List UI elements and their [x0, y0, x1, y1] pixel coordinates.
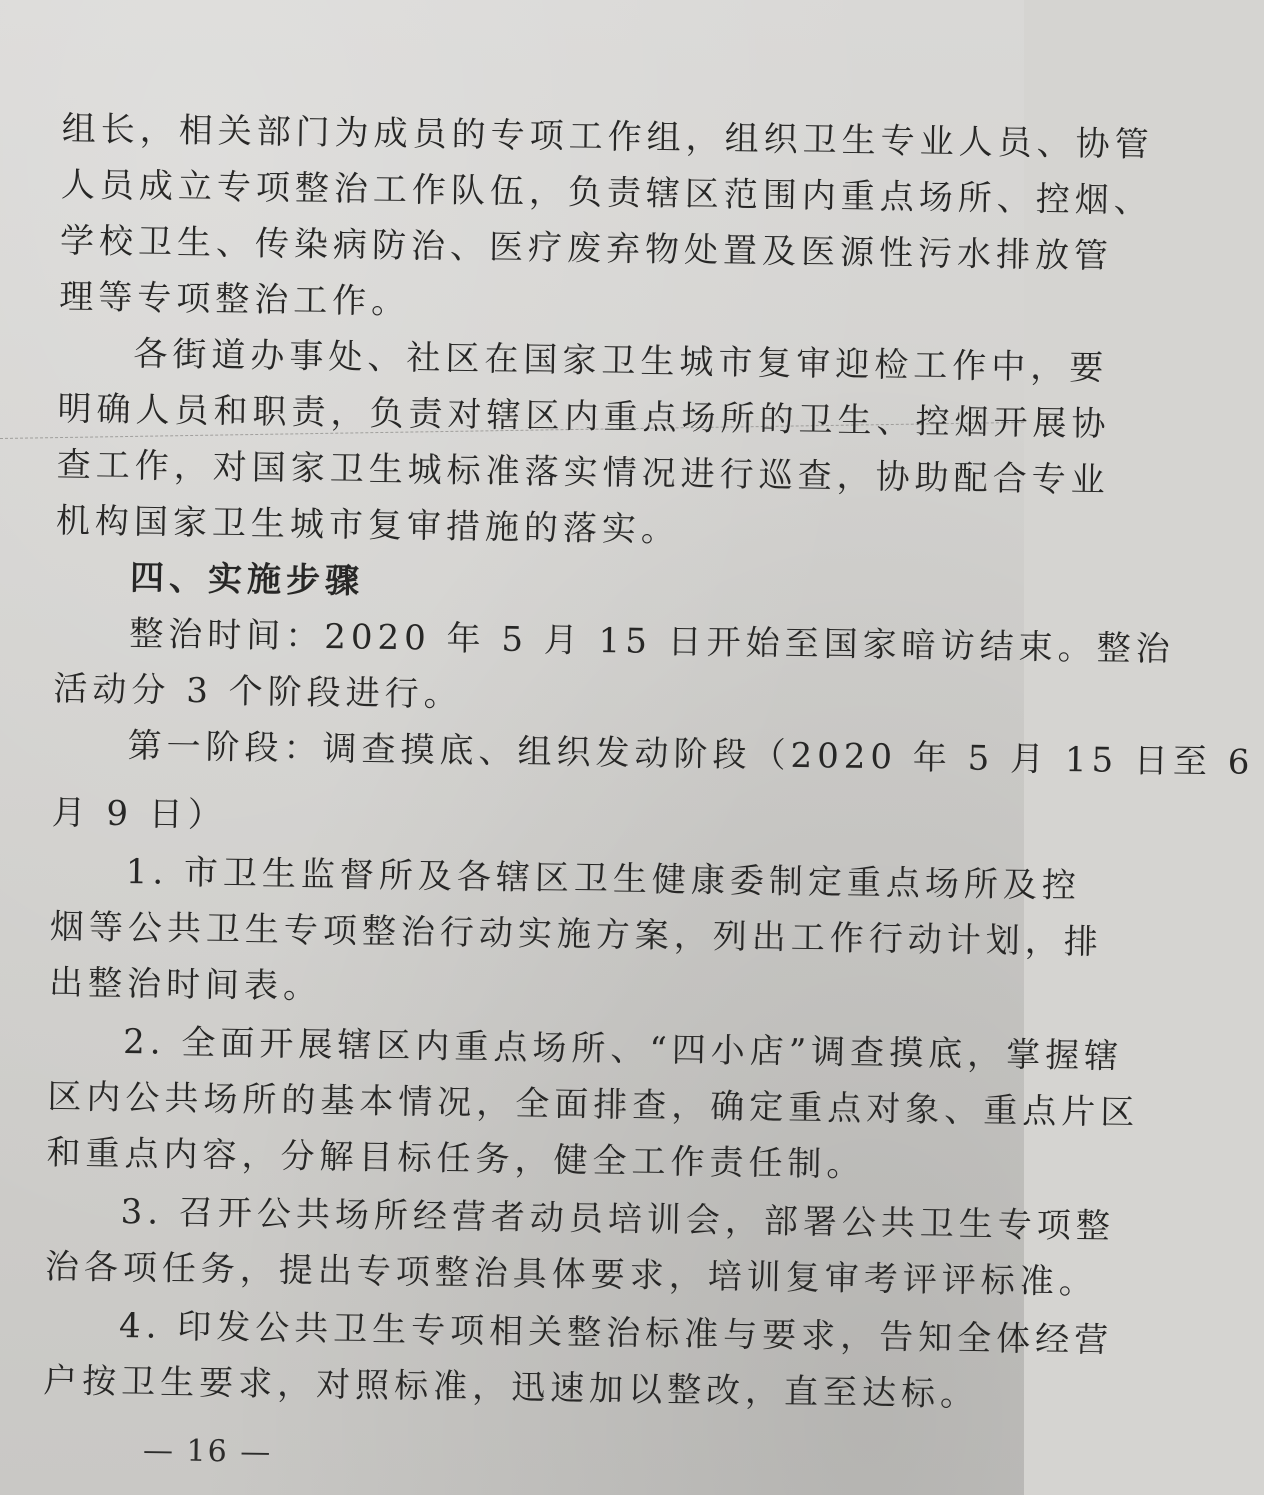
paragraph-line: 学校卫生、传染病防治、医疗废弃物处置及医源性污水排放管: [59, 220, 1114, 277]
paragraph-line: 烟等公共卫生专项整治行动实施方案，列出工作行动计划，排: [49, 906, 1104, 963]
paragraph-line: 明确人员和职责，负责对辖区内重点场所的卫生、控烟开展协: [57, 388, 1111, 445]
section-heading: 四、实施步骤: [129, 558, 365, 602]
paragraph-line: 第一阶段：调查摸底、组织发动阶段（2020 年 5 月 15 日至 6: [127, 726, 1255, 783]
paragraph-line: 3. 召开公共场所经营者动员培训会，部署公共卫生专项整: [120, 1191, 1116, 1247]
paragraph-line: 人员成立专项整治工作队伍，负责辖区范围内重点场所、控烟、: [60, 164, 1154, 222]
paragraph-line: 4. 印发公共卫生专项相关整治标准与要求，告知全体经营: [118, 1305, 1114, 1361]
paragraph-line: 查工作，对国家卫生城标准落实情况进行巡查，协助配合专业: [56, 444, 1110, 501]
page-number: — 16 —: [142, 1433, 273, 1470]
paragraph-line: 户按卫生要求，对照标准，迅速加以整改，直至达标。: [42, 1360, 980, 1415]
paragraph-line: 区内公共场所的基本情况，全面排查，确定重点对象、重点片区: [47, 1076, 1140, 1134]
paragraph-line: 出整治时间表。: [48, 962, 323, 1007]
paragraph-line: 和重点内容，分解目标任务，健全工作责任制。: [46, 1132, 866, 1186]
paragraph-line: 1. 市卫生监督所及各辖区卫生健康委制定重点场所及控: [125, 852, 1082, 907]
paragraph-line: 治各项任务，提出专项整治具体要求，培训复审考评评标准。: [44, 1246, 1099, 1303]
paragraph-line: 活动分 3 个阶段进行。: [53, 668, 463, 716]
paragraph-line: 理等专项整治工作。: [58, 276, 411, 323]
document-body: [42, 109, 1255, 1415]
paragraph-line: 月 9 日）: [51, 792, 228, 836]
paragraph-line: 整治时间：2020 年 5 月 15 日开始至国家暗访结束。整治: [128, 614, 1175, 670]
paragraph-line: 机构国家卫生城市复审措施的落实。: [55, 500, 681, 551]
paragraph-line: 2. 全面开展辖区内重点场所、“四小店”调查摸底，掌握辖: [122, 1022, 1124, 1077]
paragraph-line: 各街道办事处、社区在国家卫生城市复审迎检工作中，要: [133, 334, 1109, 389]
paragraph-line: 组长，相关部门为成员的专项工作组，组织卫生专业人员、协管: [61, 109, 1154, 166]
